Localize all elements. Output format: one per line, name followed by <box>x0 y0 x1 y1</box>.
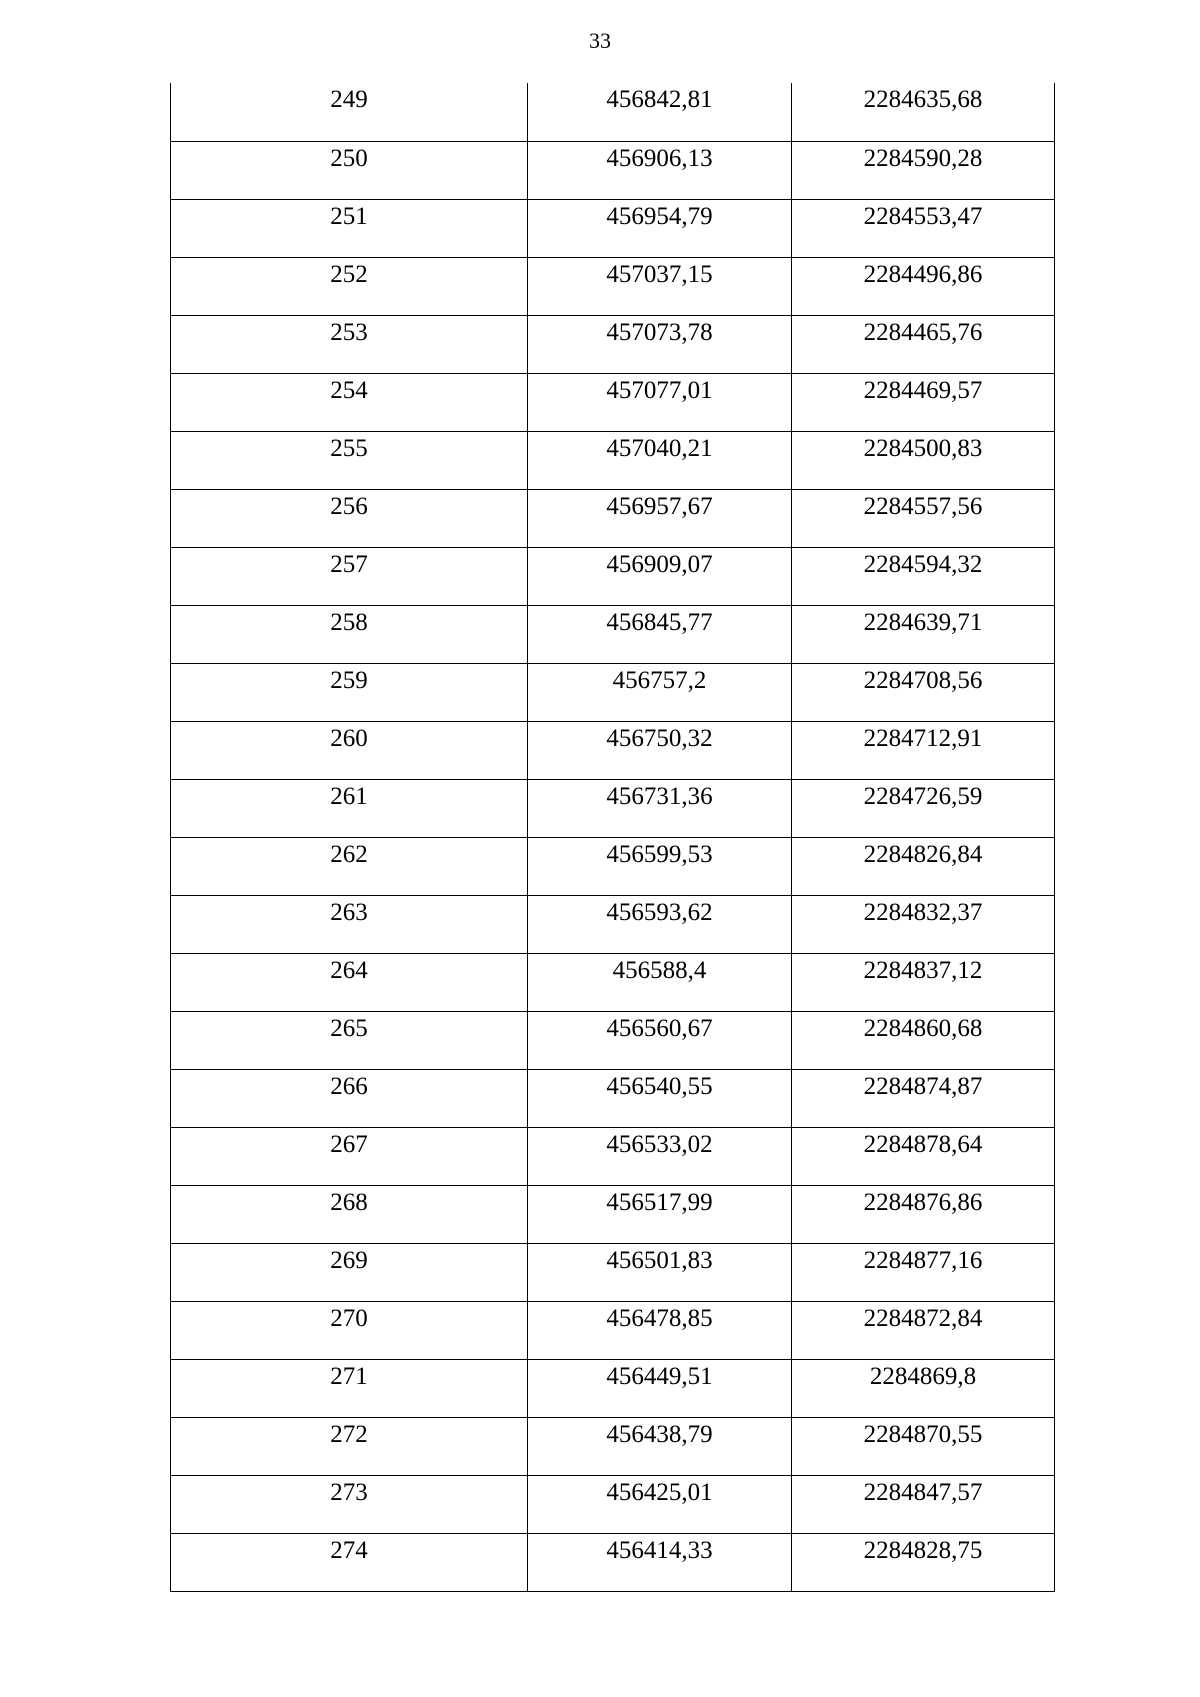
table-row <box>171 1301 1055 1359</box>
point-number-cell: 272 <box>171 1417 528 1475</box>
point-number-cell: 263 <box>171 895 528 953</box>
table-row <box>171 895 1055 953</box>
x-coordinate-cell: 456957,67 <box>528 489 792 547</box>
point-number-cell: 259 <box>171 663 528 721</box>
y-coordinate-cell: 2284877,16 <box>792 1243 1055 1301</box>
x-coordinate-cell: 457040,21 <box>528 431 792 489</box>
y-coordinate-cell: 2284828,75 <box>792 1533 1055 1591</box>
point-number-cell: 269 <box>171 1243 528 1301</box>
table-row <box>171 199 1055 257</box>
x-coordinate-cell: 457073,78 <box>528 315 792 373</box>
x-coordinate-cell: 457037,15 <box>528 257 792 315</box>
y-coordinate-cell: 2284874,87 <box>792 1069 1055 1127</box>
x-coordinate-cell: 456954,79 <box>528 199 792 257</box>
table-row <box>171 1359 1055 1417</box>
table-row <box>171 315 1055 373</box>
x-coordinate-cell: 456845,77 <box>528 605 792 663</box>
table-row <box>171 489 1055 547</box>
table-row <box>171 605 1055 663</box>
x-coordinate-cell: 456757,2 <box>528 663 792 721</box>
point-number-cell: 251 <box>171 199 528 257</box>
y-coordinate-cell: 2284465,76 <box>792 315 1055 373</box>
point-number-cell: 271 <box>171 1359 528 1417</box>
point-number-cell: 254 <box>171 373 528 431</box>
y-coordinate-cell: 2284553,47 <box>792 199 1055 257</box>
x-coordinate-cell: 456438,79 <box>528 1417 792 1475</box>
table-row <box>171 779 1055 837</box>
point-number-cell: 273 <box>171 1475 528 1533</box>
table-row <box>171 547 1055 605</box>
table-row <box>171 1417 1055 1475</box>
table-row <box>171 1533 1055 1591</box>
coordinates-table <box>170 83 1055 1592</box>
y-coordinate-cell: 2284872,84 <box>792 1301 1055 1359</box>
x-coordinate-cell: 456414,33 <box>528 1533 792 1591</box>
table-row <box>171 373 1055 431</box>
table-row <box>171 837 1055 895</box>
x-coordinate-cell: 456449,51 <box>528 1359 792 1417</box>
point-number-cell: 253 <box>171 315 528 373</box>
x-coordinate-cell: 456425,01 <box>528 1475 792 1533</box>
table-row <box>171 257 1055 315</box>
table-row <box>171 141 1055 199</box>
x-coordinate-cell: 456560,67 <box>528 1011 792 1069</box>
x-coordinate-cell: 456599,53 <box>528 837 792 895</box>
y-coordinate-cell: 2284826,84 <box>792 837 1055 895</box>
y-coordinate-cell: 2284847,57 <box>792 1475 1055 1533</box>
point-number-cell: 265 <box>171 1011 528 1069</box>
table-row <box>171 1011 1055 1069</box>
table-row <box>171 1243 1055 1301</box>
x-coordinate-cell: 456540,55 <box>528 1069 792 1127</box>
page-number: 33 <box>589 28 611 53</box>
point-number-cell: 256 <box>171 489 528 547</box>
point-number-cell: 258 <box>171 605 528 663</box>
point-number-cell: 260 <box>171 721 528 779</box>
table-row <box>171 431 1055 489</box>
table-row <box>171 83 1055 141</box>
x-coordinate-cell: 456593,62 <box>528 895 792 953</box>
x-coordinate-cell: 456842,81 <box>528 83 792 141</box>
table-row <box>171 1185 1055 1243</box>
y-coordinate-cell: 2284878,64 <box>792 1127 1055 1185</box>
table-row <box>171 663 1055 721</box>
x-coordinate-cell: 456501,83 <box>528 1243 792 1301</box>
table-row <box>171 1069 1055 1127</box>
table-row <box>171 1475 1055 1533</box>
point-number-cell: 262 <box>171 837 528 895</box>
x-coordinate-cell: 456731,36 <box>528 779 792 837</box>
point-number-cell: 252 <box>171 257 528 315</box>
y-coordinate-cell: 2284726,59 <box>792 779 1055 837</box>
point-number-cell: 250 <box>171 141 528 199</box>
y-coordinate-cell: 2284590,28 <box>792 141 1055 199</box>
point-number-cell: 261 <box>171 779 528 837</box>
y-coordinate-cell: 2284832,37 <box>792 895 1055 953</box>
point-number-cell: 264 <box>171 953 528 1011</box>
y-coordinate-cell: 2284557,56 <box>792 489 1055 547</box>
coordinates-table-body <box>171 83 1055 1591</box>
y-coordinate-cell: 2284876,86 <box>792 1185 1055 1243</box>
y-coordinate-cell: 2284712,91 <box>792 721 1055 779</box>
table-row <box>171 953 1055 1011</box>
x-coordinate-cell: 457077,01 <box>528 373 792 431</box>
point-number-cell: 257 <box>171 547 528 605</box>
y-coordinate-cell: 2284469,57 <box>792 373 1055 431</box>
y-coordinate-cell: 2284635,68 <box>792 83 1055 141</box>
x-coordinate-cell: 456906,13 <box>528 141 792 199</box>
y-coordinate-cell: 2284869,8 <box>792 1359 1055 1417</box>
point-number-cell: 267 <box>171 1127 528 1185</box>
x-coordinate-cell: 456588,4 <box>528 953 792 1011</box>
y-coordinate-cell: 2284837,12 <box>792 953 1055 1011</box>
x-coordinate-cell: 456750,32 <box>528 721 792 779</box>
point-number-cell: 266 <box>171 1069 528 1127</box>
point-number-cell: 274 <box>171 1533 528 1591</box>
y-coordinate-cell: 2284860,68 <box>792 1011 1055 1069</box>
table-row <box>171 1127 1055 1185</box>
x-coordinate-cell: 456909,07 <box>528 547 792 605</box>
x-coordinate-cell: 456478,85 <box>528 1301 792 1359</box>
table-row <box>171 721 1055 779</box>
y-coordinate-cell: 2284594,32 <box>792 547 1055 605</box>
point-number-cell: 249 <box>171 83 528 141</box>
y-coordinate-cell: 2284496,86 <box>792 257 1055 315</box>
point-number-cell: 270 <box>171 1301 528 1359</box>
x-coordinate-cell: 456533,02 <box>528 1127 792 1185</box>
y-coordinate-cell: 2284639,71 <box>792 605 1055 663</box>
point-number-cell: 255 <box>171 431 528 489</box>
y-coordinate-cell: 2284708,56 <box>792 663 1055 721</box>
y-coordinate-cell: 2284500,83 <box>792 431 1055 489</box>
point-number-cell: 268 <box>171 1185 528 1243</box>
y-coordinate-cell: 2284870,55 <box>792 1417 1055 1475</box>
x-coordinate-cell: 456517,99 <box>528 1185 792 1243</box>
